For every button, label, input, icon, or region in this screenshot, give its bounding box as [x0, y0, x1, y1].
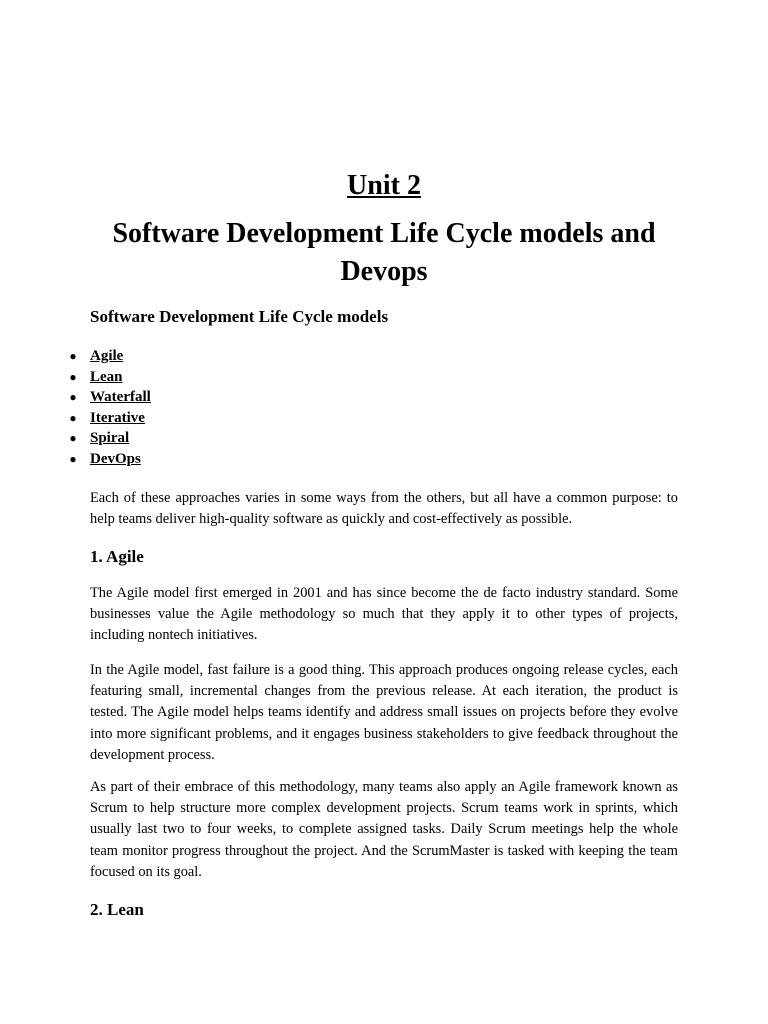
agile-paragraph-2: In the Agile model, fast failure is a good thing. This approach produces ongoing release cycles, each featuring small, incremental changes from the previous release. At each iteration, the product is tested. The Agile model helps teams identify and address small issues on projects before they evolve into more significant problems, and it engages business stakeholders to give feedback throughout the development process.	[90, 662, 678, 763]
model-link-waterfall[interactable]: Waterfall	[90, 389, 151, 406]
agile-paragraph-3: As part of their embrace of this methodology, many teams also apply an Agile framework known as Scrum to help structure more complex development projects. Scrum teams work in sprints, which usually last two to four weeks, to complete assigned tasks. Daily Scrum meetings help the whole team monitor progress throughout the project. And the ScrumMaster is tasked with keeping the team focused on its goal.	[90, 779, 678, 880]
bullet-icon: ●	[69, 369, 77, 384]
bullet-icon: ●	[69, 349, 77, 363]
model-link-iterative[interactable]: Iterative	[90, 409, 145, 426]
list-item	[68, 408, 151, 429]
list-item	[68, 449, 151, 470]
list-item	[68, 367, 151, 388]
section-heading-lean: 2. Lean	[90, 900, 144, 919]
models-subheading: Software Development Life Cycle models	[90, 307, 389, 326]
agile-paragraph-1: The Agile model first emerged in 2001 and has since become the de facto industry standard. Some businesses value the Agile methodology so much that they apply it to other types of projects, including nontech initiatives.	[90, 585, 678, 644]
bullet-icon: ●	[69, 431, 77, 446]
model-link-agile[interactable]: Agile	[90, 348, 124, 364]
list-item	[68, 387, 151, 408]
model-link-lean[interactable]: Lean	[90, 368, 123, 385]
models-list	[68, 346, 151, 470]
section-heading-agile: 1. Agile	[90, 547, 144, 566]
unit-title: Unit 2	[347, 170, 421, 201]
bullet-icon: ●	[69, 451, 77, 466]
model-link-spiral[interactable]: Spiral	[90, 430, 130, 447]
list-item	[68, 428, 151, 449]
document-title: Software Development Life Cycle models and Devops	[112, 218, 656, 287]
bullet-icon: ●	[69, 410, 77, 425]
intro-paragraph: Each of these approaches varies in some ways from the others, but all have a common purpose: to help teams deliver high-quality software as quickly and cost-effectively as possible.	[90, 490, 678, 528]
model-link-devops[interactable]: DevOps	[90, 450, 141, 467]
bullet-icon: ●	[69, 390, 77, 405]
list-item	[68, 346, 151, 367]
